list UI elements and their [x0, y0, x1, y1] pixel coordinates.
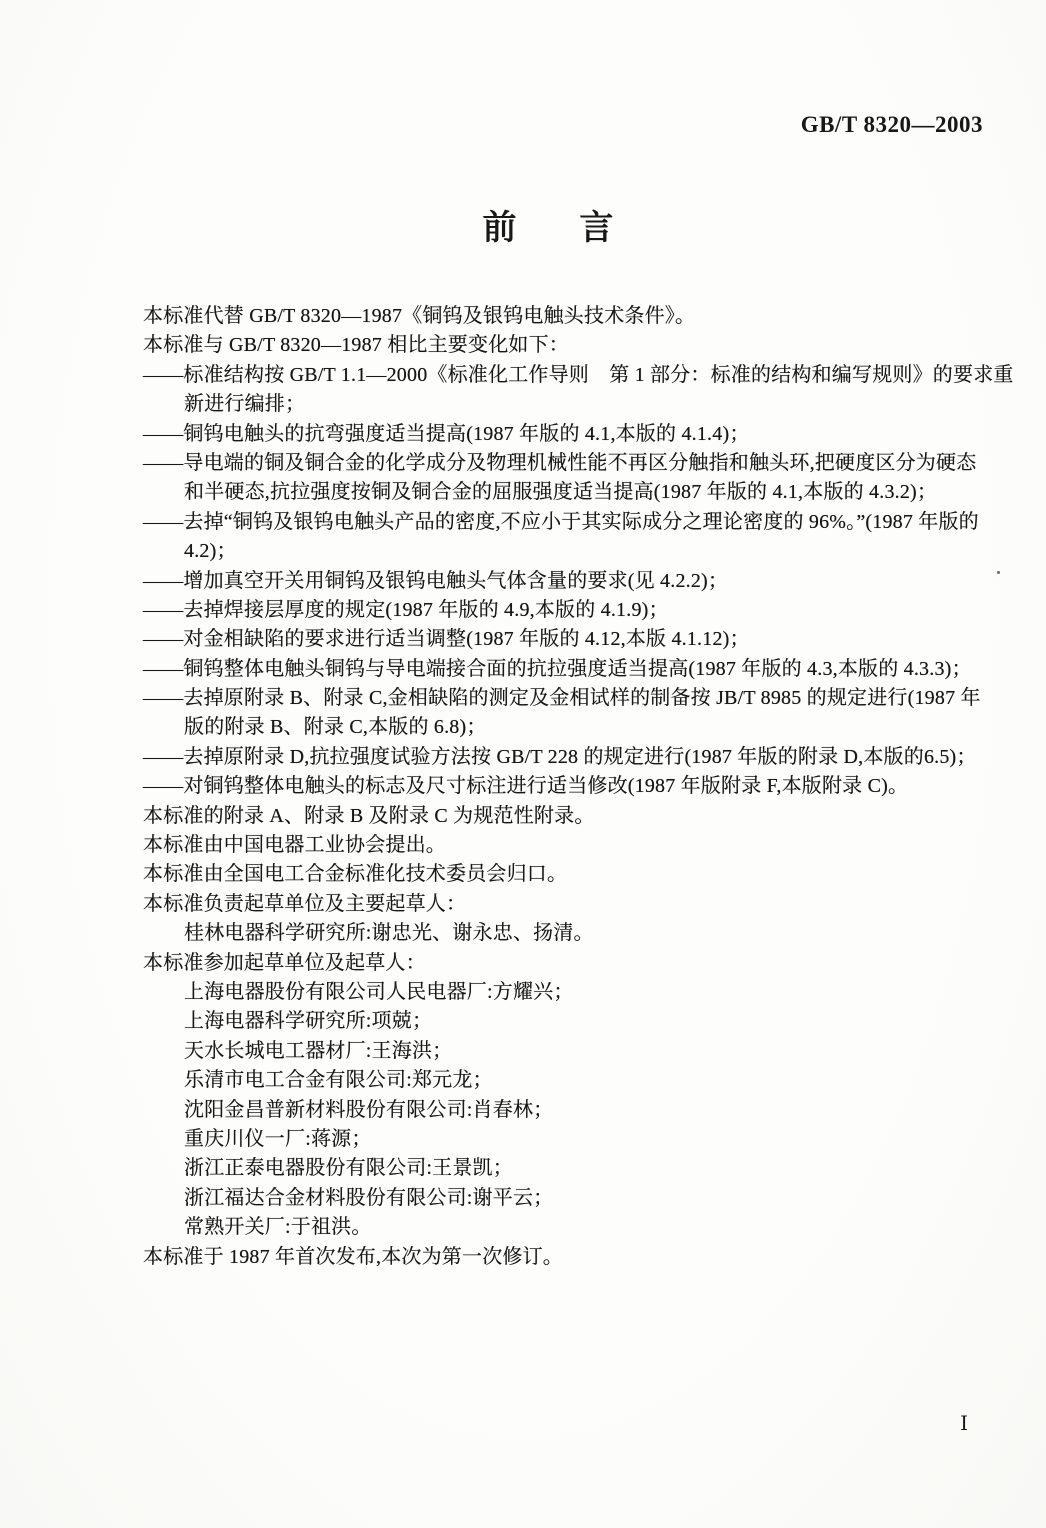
- text-line: 常熟开关厂:于祖洪。: [184, 1216, 372, 1239]
- text-line: ——标准结构按 GB/T 1.1—2000《标准化工作导则 第 1 部分：标准的结构和编写规则》的要求重: [143, 363, 1014, 386]
- text-line: 本标准的附录 A、附录 B 及附录 C 为规范性附录。: [143, 804, 595, 827]
- text-line: ——对金相缺陷的要求进行适当调整(1987 年版的 4.12,本版 4.1.12)；: [143, 628, 750, 651]
- text-line: ——去掉原附录 B、附录 C,金相缺陷的测定及金相试样的制备按 JB/T 8985 的规定进行(1987 年: [143, 687, 981, 710]
- text-line: 重庆川仪一厂:蒋源；: [184, 1127, 372, 1150]
- text-line: 本标准由全国电工合金标准化技术委员会归口。: [143, 863, 568, 886]
- text-line: 本标准参加起草单位及起草人：: [143, 951, 426, 974]
- text-line: ——对铜钨整体电触头的标志及尺寸标注进行适当修改(1987 年版附录 F,本版附录 C)。: [143, 775, 909, 798]
- text-line: ——增加真空开关用铜钨及银钨电触头气体含量的要求(见 4.2.2)；: [143, 569, 729, 592]
- text-line: 本标准与 GB/T 8320—1987 相比主要变化如下：: [143, 334, 569, 357]
- text-line: 浙江正泰电器股份有限公司:王景凯；: [184, 1157, 513, 1180]
- text-line: 本标准代替 GB/T 8320—1987《铜钨及银钨电触头技术条件》。: [143, 305, 696, 327]
- text-line: 版的附录 B、附录 C,本版的 6.8)；: [184, 716, 487, 739]
- text-line: ——去掉“铜钨及银钨电触头产品的密度,不应小于其实际成分之理论密度的 96%。”(1987 年版的: [143, 510, 979, 533]
- text-line: 浙江福达合金材料股份有限公司:谢平云；: [184, 1186, 554, 1209]
- text-line: ——去掉焊接层厚度的规定(1987 年版的 4.9,本版的 4.1.9)；: [143, 598, 669, 621]
- text-line: ——铜钨电触头的抗弯强度适当提高(1987 年版的 4.1,本版的 4.1.4)；: [143, 422, 750, 445]
- text-line: 桂林电器科学研究所:谢忠光、谢永忠、扬清。: [184, 922, 594, 945]
- text-line: 沈阳金昌普新材料股份有限公司:肖春林；: [184, 1098, 554, 1121]
- page-number: Ⅰ: [960, 1413, 968, 1435]
- text-line: 乐清市电工合金有限公司:郑元龙；: [184, 1069, 493, 1092]
- text-line: 本标准由中国电器工业协会提出。: [143, 834, 446, 857]
- page-title: 前言: [482, 210, 677, 247]
- standard-number: GB/T 8320—2003: [800, 112, 983, 137]
- text-line: ——铜钨整体电触头铜钨与导电端接合面的抗拉强度适当提高(1987 年版的 4.3,本版的 4.3.3)；: [143, 657, 972, 680]
- text-line: ——去掉原附录 D,抗拉强度试验方法按 GB/T 228 的规定进行(1987 年版的附录 D,本版的6.5)；: [143, 745, 977, 768]
- text-line: 本标准负责起草单位及主要起草人：: [143, 892, 467, 915]
- text-line: 和半硬态,抗拉强度按铜及铜合金的屈服强度适当提高(1987 年版的 4.1,本版的 4.3.2)；: [184, 481, 938, 504]
- text-line: 上海电器股份有限公司人民电器厂:方耀兴；: [184, 980, 574, 1003]
- foreword-body: [143, 302, 1023, 1272]
- text-line: ——导电端的铜及铜合金的化学成分及物理机械性能不再区分触指和触头环,把硬度区分为硬态: [143, 451, 977, 474]
- text-line: 本标准于 1987 年首次发布,本次为第一次修订。: [143, 1245, 563, 1268]
- text-line: 天水长城电工器材厂:王海洪；: [184, 1039, 453, 1062]
- text-line: 4.2)；: [184, 540, 237, 563]
- text-line: 上海电器科学研究所:项兢；: [184, 1010, 433, 1033]
- scan-speck: [997, 571, 1000, 574]
- text-line: 新进行编排；: [184, 393, 306, 416]
